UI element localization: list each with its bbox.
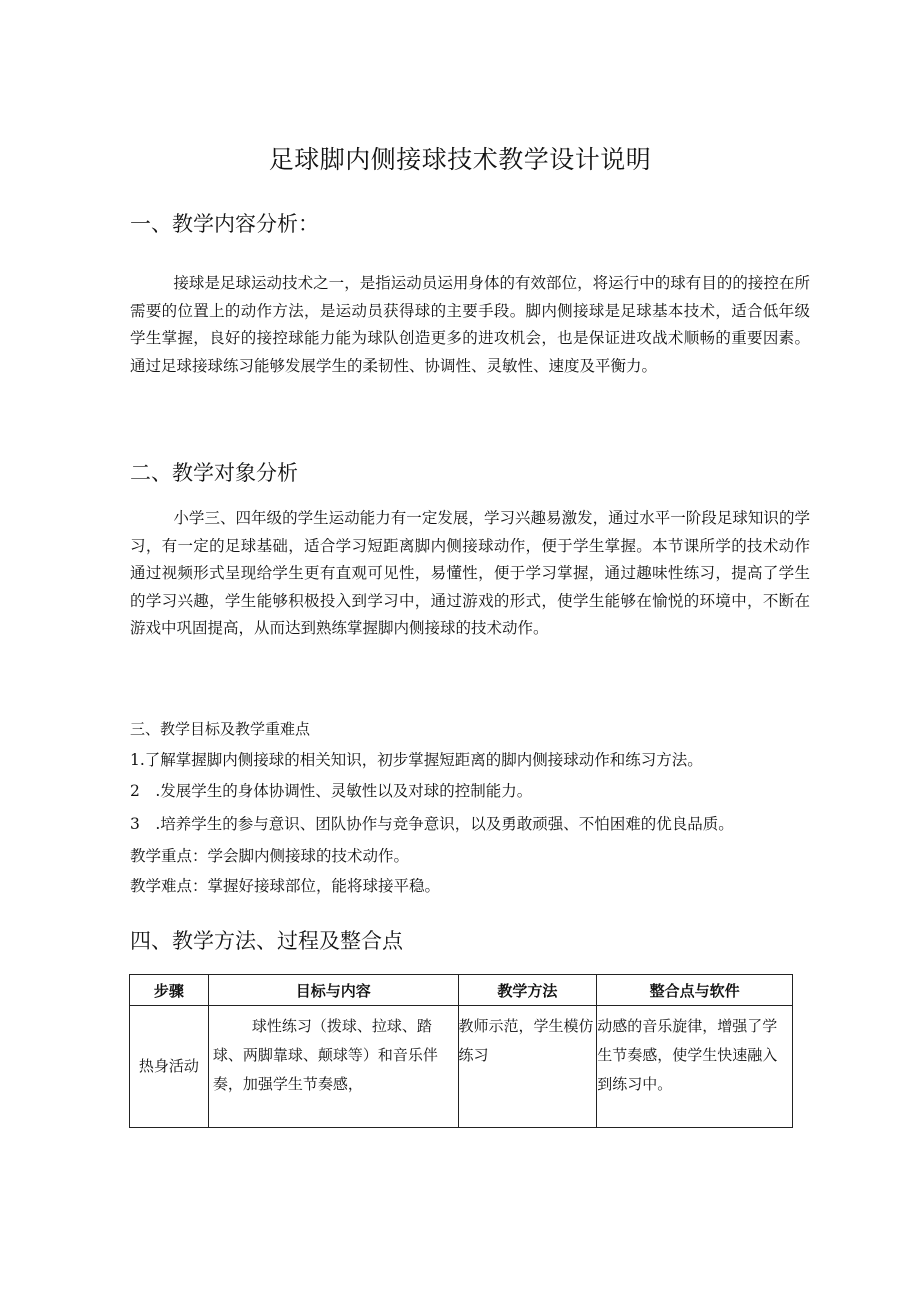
cell-step: 热身活动 — [130, 1006, 209, 1128]
method-table — [129, 974, 793, 1128]
header-tool: 整合点与软件 — [597, 975, 793, 1006]
section2-heading: 二、教学对象分析 — [130, 461, 298, 485]
section1-heading: 一、教学内容分析： — [130, 212, 319, 236]
cell-tool-text: 动感的音乐旋律，增强了学生节奏感，使学生快速融入到练习中。 — [597, 1017, 778, 1093]
key-point: 教学重点：学会脚内侧接球的技术动作。 — [130, 847, 410, 865]
header-step: 步骤 — [130, 975, 209, 1006]
section4-heading: 四、教学方法、过程及整合点 — [130, 929, 403, 953]
cell-goal — [208, 1006, 458, 1128]
cell-tool — [597, 1006, 793, 1128]
cell-goal-text: 球性练习（拨球、拉球、踏球、两脚靠球、颠球等）和音乐伴奏，加强学生节奏感， — [212, 1017, 438, 1093]
goal-2: 2 .发展学生的身体协调性、灵敏性以及对球的控制能力。 — [130, 782, 533, 800]
cell-method — [458, 1006, 597, 1128]
header-goal: 目标与内容 — [208, 975, 458, 1006]
goal-3: 3 .培养学生的参与意识、团队协作与竞争意识，以及勇敢顽强、不怕困难的优良品质。 — [130, 815, 734, 833]
goal-1: 1.了解掌握脚内侧接球的相关知识，初步掌握短距离的脚内侧接球动作和练习方法。 — [130, 751, 703, 769]
difficulty-point: 教学难点：掌握好接球部位，能将球接平稳。 — [130, 877, 441, 895]
section1-paragraph: 接球是足球运动技术之一，是指运动员运用身体的有效部位，将运行中的球有目的的接控在所需要的位置上的动作方法，是运动员获得球的主要手段。脚内侧接球是足球基本技术，适合低年级学生掌握，良好的接控球能力能为球队创造更多的进攻机会，也是保证进攻战术顺畅的重要因素。通过足球接球练习能够发展学生的柔韧性、协调性、灵敏性、速度及平衡力。 — [130, 274, 810, 375]
table-header-row — [130, 975, 793, 1006]
page-title: 足球脚内侧接球技术教学设计说明 — [268, 145, 652, 174]
table-row — [130, 1006, 793, 1128]
cell-method-text: 教师示范，学生模仿练习 — [458, 1017, 594, 1064]
section3-heading: 三、教学目标及教学重难点 — [130, 720, 311, 738]
header-method: 教学方法 — [458, 975, 597, 1006]
section2-paragraph: 小学三、四年级的学生运动能力有一定发展，学习兴趣易激发，通过水平一阶段足球知识的学习，有一定的足球基础，适合学习短距离脚内侧接球动作，便于学生掌握。本节课所学的技术动作通过视频形式呈现给学生更有直观可见性，易懂性，便于学习掌握，通过趣味性练习，提高了学生的学习兴趣，学生能够积极投入到学习中，通过游戏的形式，使学生能够在愉悦的环境中，不断在游戏中巩固提高，从而达到熟练掌握脚内侧接球的技术动作。 — [130, 509, 810, 637]
